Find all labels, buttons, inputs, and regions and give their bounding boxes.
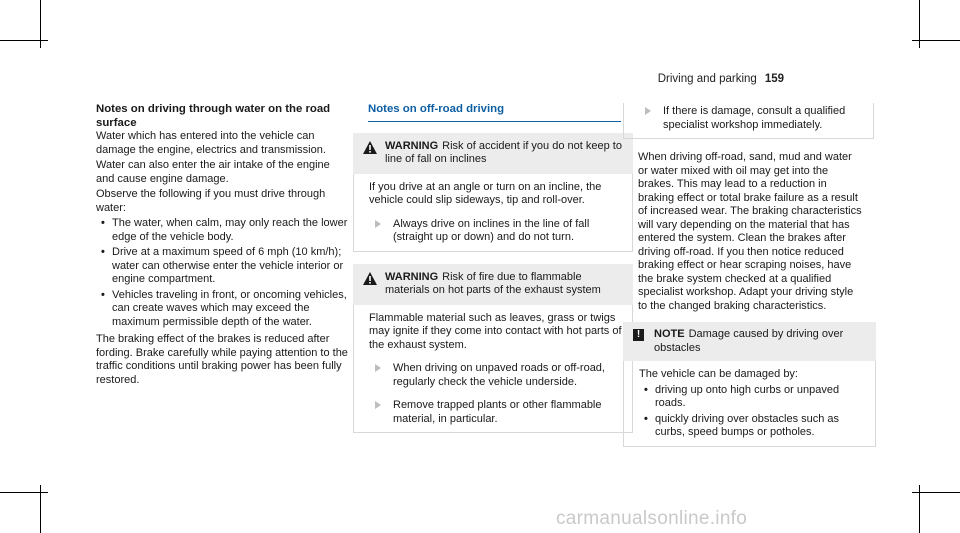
column-water <box>96 103 348 387</box>
watermark: carmanualsonline.info <box>556 508 748 529</box>
note-body: The vehicle can be damaged by: <box>639 368 798 380</box>
list-item: • driving up onto high curbs or unpaved roads. <box>639 384 865 411</box>
crop-mark <box>0 492 48 493</box>
notice-icon: ! <box>633 329 644 341</box>
warning-body: If you drive at an angle or turn on an incline, the vehicle could slip sideways, tip and roll-over. <box>369 180 602 206</box>
page-number: 159 <box>764 73 784 85</box>
step-arrow-icon <box>645 107 651 115</box>
page-header <box>658 73 784 85</box>
warning-box <box>368 264 621 434</box>
paragraph: Water which has entered into the vehicle can damage the engine, electrics and transmission. <box>96 130 326 156</box>
crop-mark <box>912 40 960 41</box>
step-text: If there is damage, consult a qualified specialist workshop immediately. <box>663 105 846 131</box>
warning-box <box>368 133 621 252</box>
list-item: • The water, when calm, may only reach the lower edge of the vehicle body. <box>96 217 348 244</box>
warning-label: WARNING <box>385 270 439 283</box>
step-arrow-icon <box>375 401 381 409</box>
note-box <box>638 322 862 447</box>
list-item: • quickly driving over obstacles such as curbs, speed bumps or potholes. <box>639 413 865 440</box>
warning-triangle-icon <box>363 141 377 154</box>
paragraph: Water can also enter the air intake of the engine and cause engine damage. <box>96 159 330 185</box>
step-arrow-icon <box>375 220 381 228</box>
note-text: Damage caused by driving over obstacles <box>654 328 844 354</box>
warning-text: Risk of accident if you do not keep to line of fall on inclines <box>385 139 622 165</box>
step-arrow-icon <box>375 364 381 372</box>
step-text: When driving on unpaved roads or off-road, regularly check the vehicle underside. <box>393 362 605 388</box>
warning-triangle-icon <box>363 272 377 285</box>
paragraph: The braking effect of the brakes is reduced after fording. Brake carefully while paying attention to the traffic conditions until braking power has been fully restored. <box>96 333 348 386</box>
crop-mark <box>912 492 960 493</box>
paragraph: Observe the following if you must drive through water: <box>96 188 326 214</box>
warning-continuation <box>623 103 874 139</box>
list-item: • Drive at a maximum speed of 6 mph (10 km/h); water can otherwise enter the vehicle interior or engine compartment. <box>96 246 348 287</box>
bullet-list <box>96 217 348 329</box>
column-offroad <box>368 103 621 433</box>
column-brakes <box>638 103 862 447</box>
section-title: Driving and parking <box>657 73 757 85</box>
heading-water: Notes on driving through water on the road surface <box>96 103 331 129</box>
bullet-list <box>639 384 865 440</box>
note-label: NOTE <box>654 328 685 340</box>
warning-text: Risk of fire due to flammable materials on hot parts of the exhaust system <box>385 270 601 296</box>
step-text: Always drive on inclines in the line of fall (straight up or down) and do not turn. <box>393 217 590 243</box>
crop-mark <box>0 40 48 41</box>
warning-label: WARNING <box>385 139 439 152</box>
list-item: • Vehicles traveling in front, or oncoming vehicles, can create waves which may exceed the maximum permissible depth of the water. <box>96 289 348 330</box>
warning-body: Flammable material such as leaves, grass or twigs may ignite if they come into contact with hot parts of the exhaust system. <box>369 311 622 351</box>
step-text: Remove trapped plants or other flammable material, in particular. <box>393 399 602 425</box>
paragraph: When driving off-road, sand, mud and water or water mixed with oil may get into the brakes. This may lead to a reduction in braking effect or total brake failure as a result of increased wear. The braking characteristics will vary depending on the material that has entered the system. Clean the brakes after driving off-road. If you then notice reduced braking effect or hear scraping noises, have the brake system checked at a qualified specialist workshop. Adapt your driving style to the changed braking characteristics. <box>638 151 862 312</box>
heading-offroad: Notes on off-road driving <box>368 103 621 122</box>
